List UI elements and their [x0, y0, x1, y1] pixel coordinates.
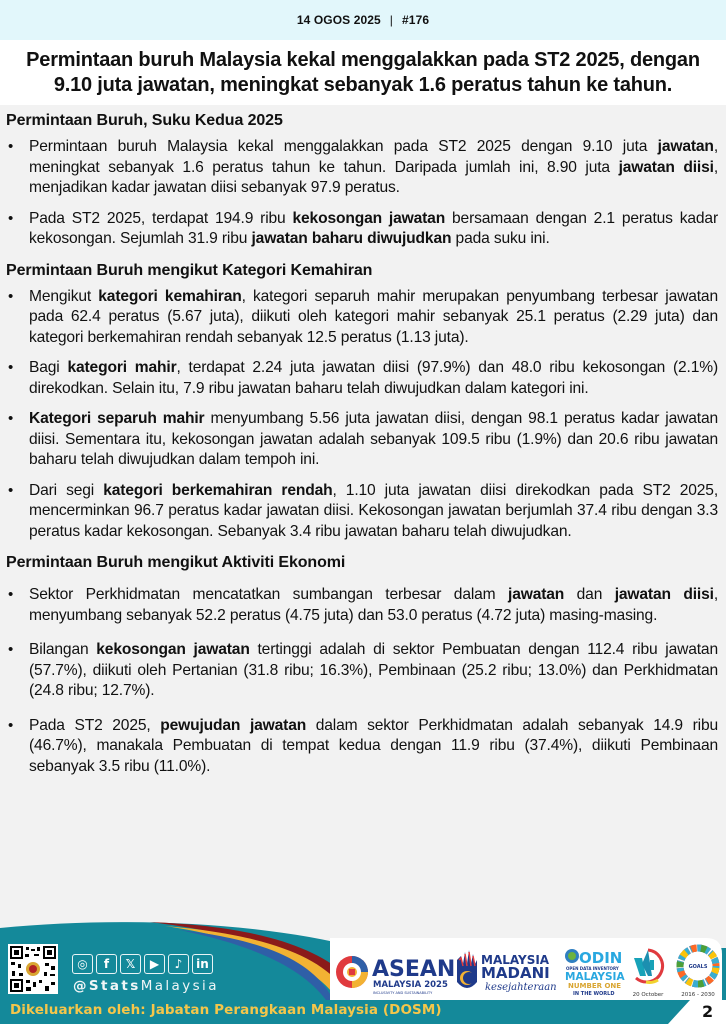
header-bar: [0, 0, 726, 40]
bullet-text: dalam sektor Perkhidmatan adalah sebanyak 14.9 ribu (46.7%), manakala Pembuatan di tempat kedua dengan 11.9 ribu (37.4%), diikuti Pembinaan sebanyak 3.5 ribu (11.0%).: [29, 716, 718, 775]
bullet-text: Sektor Perkhidmatan mencatatkan sumbangan terbesar dalam: [29, 586, 509, 603]
asean-malaysia-2025-logo: [332, 946, 456, 998]
bullet-text: Mengikut: [29, 287, 99, 305]
statistics-day-icon: [628, 944, 668, 1000]
bullet-text: tertinggi adalah di sektor Pembuatan dengan 112.4 ribu jawatan (57.7%), diikuti oleh Pertanian (31.8 ribu; 16.3%), Pembinaan (25.2 ribu; 13.0%) dan Perkhidmatan (24.8 ribu; 12.7%).: [29, 641, 718, 699]
qr-code[interactable]: [8, 944, 58, 994]
bullet-item: [6, 716, 720, 778]
bullet-item: [6, 640, 720, 702]
instagram-icon[interactable]: ◎: [72, 954, 93, 974]
handle-rest: Malaysia: [140, 978, 219, 994]
handle-bold: @Stats: [73, 978, 141, 994]
bullet-item: [6, 209, 720, 250]
sdg-caption: 2016 - 2030: [681, 992, 715, 998]
footer: [0, 914, 726, 1024]
bullet-item: [6, 585, 720, 626]
sdg-logo: [674, 944, 722, 1000]
section-heading: Permintaan Buruh mengikut Aktiviti Ekonomi: [6, 554, 346, 571]
madani-line1: MALAYSIA: [481, 953, 550, 967]
madani-tagline: kesejahteraan: [485, 982, 557, 993]
odin-line2: MALAYSIA: [565, 971, 625, 983]
qr-code-icon: [10, 946, 56, 992]
madani-hand-icon: [453, 946, 555, 998]
issue-number: #176: [402, 13, 430, 27]
social-links: [72, 954, 213, 974]
bullet-item: [6, 358, 720, 399]
section-kategori-kemahiran: [6, 260, 720, 543]
linkedin-icon[interactable]: in: [192, 954, 213, 974]
asean-subtitle: MALAYSIA 2025: [373, 980, 448, 990]
bullet-list: [6, 287, 720, 543]
odin-globe-icon: [564, 944, 625, 998]
asean-tagline: INCLUSIVITY AND SUSTAINABILITY: [373, 991, 433, 995]
tiktok-icon[interactable]: ♪: [168, 954, 189, 974]
bullet-item: [6, 287, 720, 349]
wsd-caption: 20 October: [632, 992, 664, 998]
bullet-text: , menyumbang sebanyak 52.2 peratus (4.75 juta) dan 53.0 peratus (4.72 juta) masing-masing.: [29, 586, 718, 624]
bullet-item: [6, 137, 720, 199]
section-heading: Permintaan Buruh mengikut Kategori Kemahiran: [6, 261, 373, 279]
bullet-emphasis: jawatan: [657, 138, 714, 155]
bullet-text: menyumbang 5.56 juta jawatan diisi, dengan 98.1 peratus kadar jawatan diisi. Sementara itu, kekosongan jawatan adalah sebanyak 109.5 ribu (1.9%) dan 20.6 ribu jawatan baharu telah diwujudkan dalam tempoh ini.: [29, 410, 718, 468]
bullet-emphasis: jawatan diisi: [618, 158, 714, 176]
headline-box: [0, 40, 726, 105]
bullet-list: [6, 585, 720, 777]
section-suku-kedua: [6, 110, 720, 250]
page-number: 2: [702, 1002, 714, 1021]
bullet-text: dan: [564, 586, 615, 603]
sdg-inner: GOALS: [688, 964, 708, 970]
bullet-text: , menjadikan kadar jawatan diisi sebanyak 97.9 peratus.: [29, 158, 718, 196]
bullet-text: Dari segi: [29, 481, 104, 499]
x-icon[interactable]: 𝕏: [120, 954, 141, 974]
bullet-list: [6, 137, 720, 250]
bullet-item: [6, 481, 720, 543]
sdg-wheel-icon: [674, 944, 722, 1000]
bullet-text: Bagi: [29, 359, 68, 376]
bullet-emphasis: kategori mahir: [67, 359, 177, 376]
bullet-text: bersamaan dengan 2.1 peratus kadar kekosongan. Sejumlah 31.9 ribu: [29, 209, 718, 247]
headline: Permintaan buruh Malaysia kekal menggalakkan pada ST2 2025, dengan 9.10 juta jawatan, meningkat sebanyak 1.6 peratus tahun ke tahun.: [26, 48, 700, 96]
bullet-emphasis: kategori kemahiran: [98, 287, 242, 305]
madani-line2: MADANI: [481, 964, 550, 982]
asean-emblem-icon: [332, 946, 456, 998]
publication-date: 14 OGOS 2025: [296, 13, 381, 27]
odin-title: ODIN: [579, 949, 623, 967]
world-statistics-day-logo: [628, 944, 668, 1000]
bullet-emphasis: kekosongan jawatan: [292, 209, 446, 227]
asean-title: ASEAN: [372, 957, 456, 982]
bullet-text: Pada ST2 2025,: [29, 716, 161, 734]
bullet-text: Pada ST2 2025, terdapat 194.9 ribu: [29, 209, 293, 227]
youtube-icon[interactable]: ▶: [144, 954, 165, 974]
bullet-text: , terdapat 2.24 juta jawatan diisi (97.9%) dan 48.0 ribu kekosongan (2.1%) direkodkan. Selain itu, 7.9 ribu jawatan baharu telah diwujudkan dalam kategori ini.: [29, 359, 719, 397]
header-separator: |: [389, 13, 394, 27]
bullet-emphasis: jawatan: [508, 586, 565, 603]
bullet-text: , meningkat sebanyak 1.6 peratus tahun ke tahun. Daripada jumlah ini, 8.90 juta: [29, 138, 718, 176]
content-area: [0, 105, 726, 917]
bullet-text: , kategori separuh mahir merupakan penyumbang terbesar jawatan pada 62.4 peratus (5.67 juta), diikuti oleh kategori mahir sebanyak 25.1 peratus (2.29 juta) dan kategori berkemahiran rendah sebanyak 12.5 peratus (1.13 juta).: [29, 287, 718, 346]
bullet-emphasis: kategori berkemahiran rendah: [103, 481, 333, 499]
bullet-emphasis: kekosongan jawatan: [96, 641, 250, 658]
social-handle[interactable]: [73, 978, 219, 994]
issued-by: Dikeluarkan oleh: Jabatan Perangkaan Malaysia (DOSM): [10, 1002, 442, 1018]
bullet-text: Bilangan: [29, 641, 97, 658]
odin-logo: [564, 944, 625, 998]
bullet-text: pada suku ini.: [451, 230, 550, 247]
bullet-text: Permintaan buruh Malaysia kekal menggalakkan pada ST2 2025 dengan 9.10 juta: [29, 138, 658, 155]
section-heading: Permintaan Buruh, Suku Kedua 2025: [6, 112, 283, 129]
odin-line1: OPEN DATA INVENTORY: [566, 966, 619, 971]
odin-line4: IN THE WORLD: [573, 991, 615, 997]
bullet-item: [6, 409, 720, 471]
bullet-emphasis: jawatan baharu diwujudkan: [251, 230, 452, 247]
facebook-icon[interactable]: f: [96, 954, 117, 974]
bullet-emphasis: Kategori separuh mahir: [29, 410, 205, 427]
bullet-text: , 1.10 juta jawatan diisi direkodkan pada ST2 2025, mencerminkan 96.7 peratus kadar jawatan diisi. Kekosongan jawatan berjumlah 37.4 ribu dengan 3.3 peratus kadar kekosongan. Sebanyak 3.4 ribu jawatan baharu telah diwujudkan.: [29, 481, 719, 540]
section-aktiviti-ekonomi: [6, 552, 720, 777]
odin-line3: NUMBER ONE: [568, 982, 622, 990]
bullet-emphasis: pewujudan jawatan: [160, 716, 307, 734]
malaysia-madani-logo: [453, 946, 555, 998]
bullet-emphasis: jawatan diisi: [614, 586, 714, 603]
